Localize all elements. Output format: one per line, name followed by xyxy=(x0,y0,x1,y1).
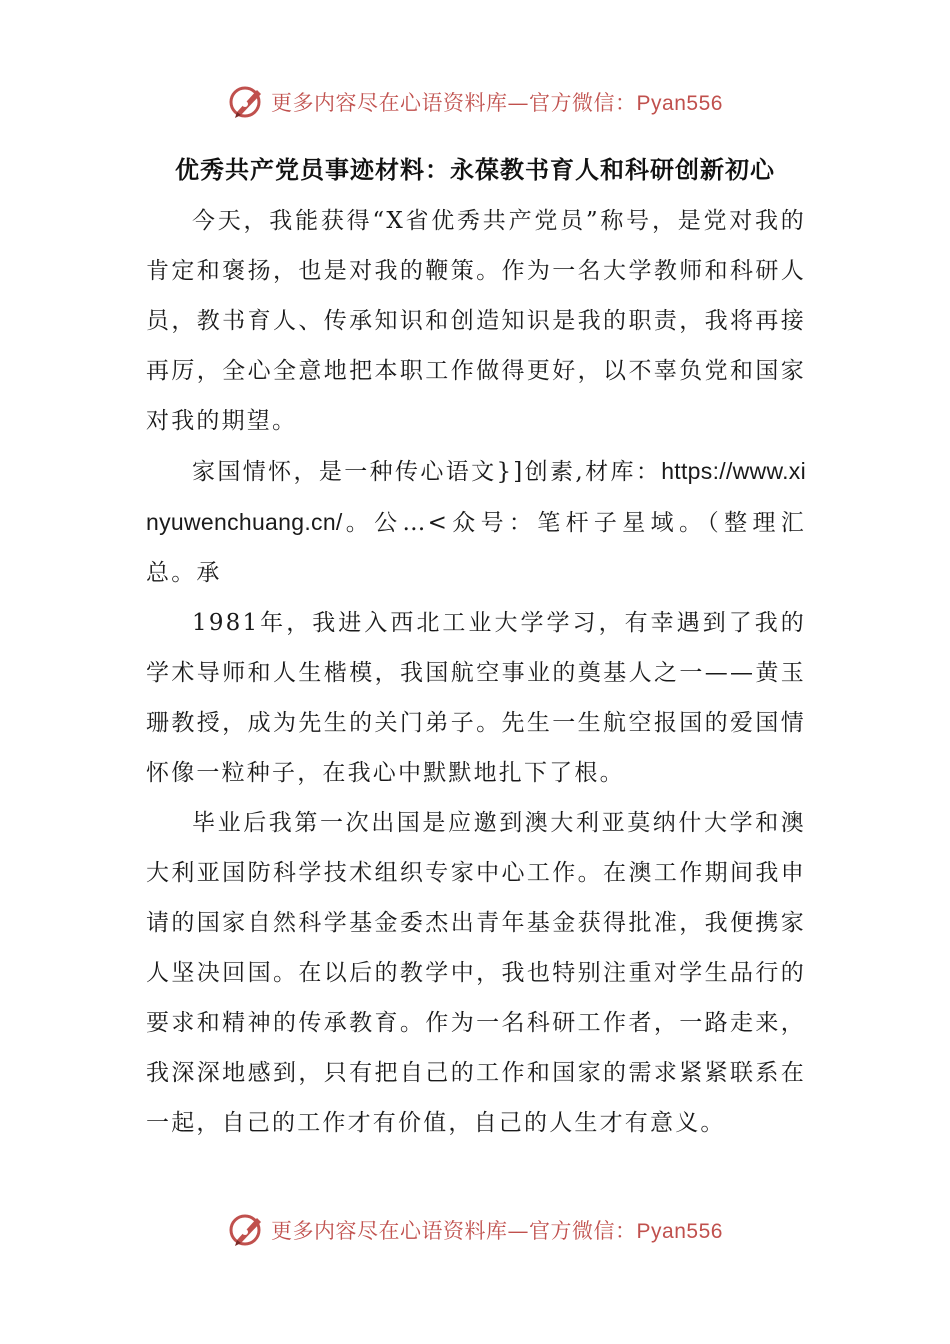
mixed-tail: 。公…<众号：笔杆子星域。（整理汇总。承 xyxy=(146,510,806,586)
footer-banner-wechat: Pyan556 xyxy=(636,1220,723,1243)
document-body xyxy=(146,196,806,1148)
mixed-lead: 家国情怀，是一种传心语文}]创素,材库： xyxy=(192,459,662,485)
header-banner-separator: — xyxy=(507,91,530,115)
header-banner xyxy=(0,80,950,124)
header-banner-text xyxy=(271,87,723,117)
footer-banner-text xyxy=(271,1215,723,1245)
paragraph-mixed xyxy=(146,446,806,598)
pen-nib-logo-icon xyxy=(227,1210,267,1250)
footer-banner-separator: — xyxy=(507,1219,530,1243)
footer-banner-main: 更多内容尽在心语资料库 xyxy=(271,1219,508,1243)
footer-banner xyxy=(0,1208,950,1252)
footer-banner-official: 官方微信： xyxy=(529,1219,637,1243)
header-banner-wechat: Pyan556 xyxy=(636,92,723,115)
header-banner-official: 官方微信： xyxy=(529,91,637,115)
source-url: https://www.xinyuwenchuang.cn/ xyxy=(146,458,806,535)
pen-nib-logo-icon xyxy=(227,82,267,122)
header-banner-main: 更多内容尽在心语资料库 xyxy=(271,91,508,115)
document-title: 优秀共产党员事迹材料：永葆教书育人和科研创新初心 xyxy=(175,156,775,184)
paragraph-1: 今天，我能获得“X省优秀共产党员”称号，是党对我的肯定和褒扬，也是对我的鞭策。作为一名大学教师和科研人员，教书育人、传承知识和创造知识是我的职责，我将再接再厉，全心全意地把本职工作做得更好，以不辜负党和国家对我的期望。 xyxy=(146,208,806,434)
paragraph-3: 毕业后我第一次出国是应邀到澳大利亚莫纳什大学和澳大利亚国防科学技术组织专家中心工作。在澳工作期间我申请的国家自然科学基金委杰出青年基金获得批准，我便携家人坚决回国。在以后的教学中，我也特别注重对学生品行的要求和精神的传承教育。作为一名科研工作者，一路走来，我深深地感到，只有把自己的工作和国家的需求紧紧联系在一起，自己的工作才有价值，自己的人生才有意义。 xyxy=(146,810,806,1136)
paragraph-2: 1981年，我进入西北工业大学学习，有幸遇到了我的学术导师和人生楷模，我国航空事业的奠基人之一——黄玉珊教授，成为先生的关门弟子。先生一生航空报国的爱国情怀像一粒种子，在我心中默默地扎下了根。 xyxy=(146,610,806,786)
